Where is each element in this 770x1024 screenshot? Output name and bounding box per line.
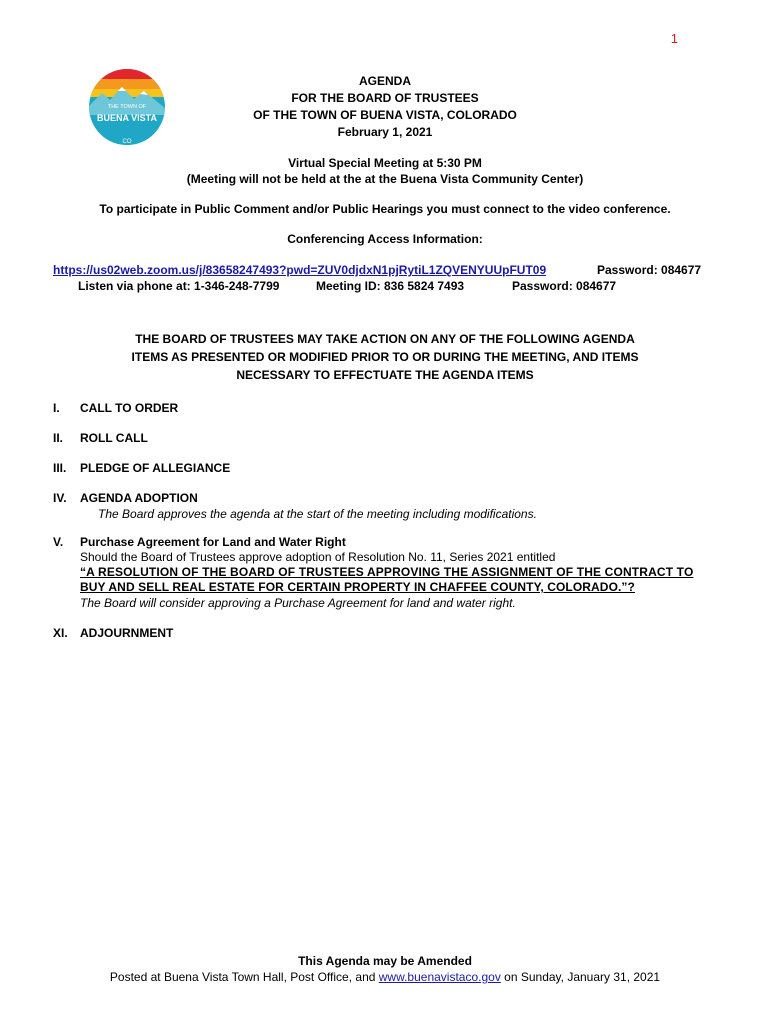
- item-number: IV.: [53, 491, 67, 505]
- logo-state: CO: [122, 139, 132, 145]
- meeting-id: Meeting ID: 836 5824 7493: [316, 279, 465, 293]
- statement-line-1: THE BOARD OF TRUSTEES MAY TAKE ACTION ON ANY OF THE FOLLOWING AGENDA: [135, 332, 635, 346]
- item-text: Should the Board of Trustees approve adoption of Resolution No. 11, Series 2021 entitled: [80, 550, 556, 564]
- item-number: XI.: [53, 626, 68, 640]
- meeting-location-note: (Meeting will not be held at the at the Buena Vista Community Center): [186, 172, 584, 186]
- resolution-title-line-1: “A RESOLUTION OF THE BOARD OF TRUSTEES APPROVING THE ASSIGNMENT OF THE CONTRACT TO: [80, 565, 694, 579]
- item-title: ADJOURNMENT: [80, 626, 174, 640]
- agenda-title: AGENDA: [358, 74, 411, 88]
- board-title: FOR THE BOARD OF TRUSTEES: [291, 91, 479, 105]
- item-title: Purchase Agreement for Land and Water Right: [80, 535, 346, 549]
- item-number: I.: [53, 401, 60, 415]
- statement-line-2: ITEMS AS PRESENTED OR MODIFIED PRIOR TO OR DURING THE MEETING, AND ITEMS: [131, 350, 639, 364]
- conferencing-title: Conferencing Access Information:: [287, 232, 483, 246]
- item-description: The Board approves the agenda at the start of the meeting including modifications.: [98, 507, 537, 521]
- page-number: 1: [670, 31, 678, 46]
- item-number: II.: [53, 431, 64, 445]
- zoom-link[interactable]: https://us02web.zoom.us/j/83658247493?pwd=ZUV0djdxN1pjRytiL1ZQVENYUUpFUT09: [53, 263, 547, 277]
- website-link[interactable]: www.buenavistaco.gov: [378, 970, 501, 984]
- item-description: The Board will consider approving a Purchase Agreement for land and water right.: [80, 596, 516, 610]
- resolution-title-line-2: BUY AND SELL REAL ESTATE FOR CERTAIN PROPERTY IN CHAFFEE COUNTY, COLORADO.”?: [80, 580, 635, 594]
- logo-top-text: THE TOWN OF: [107, 104, 147, 110]
- town-title: OF THE TOWN OF BUENA VISTA, COLORADO: [253, 108, 517, 122]
- amended-note: This Agenda may be Amended: [298, 954, 472, 968]
- item-title: CALL TO ORDER: [80, 401, 179, 415]
- meeting-date: February 1, 2021: [337, 125, 433, 139]
- posted-suffix: on Sunday, January 31, 2021: [500, 970, 661, 984]
- item-title: ROLL CALL: [80, 431, 148, 445]
- item-number: V.: [53, 535, 64, 549]
- posted-prefix: Posted at Buena Vista Town Hall, Post Office, and: [109, 970, 379, 984]
- logo-name: BUENA VISTA: [96, 113, 158, 123]
- zoom-password: Password: 084677: [597, 263, 702, 277]
- statement-line-3: NECESSARY TO EFFECTUATE THE AGENDA ITEMS: [236, 368, 534, 382]
- item-title: PLEDGE OF ALLEGIANCE: [80, 461, 231, 475]
- phone-password: Password: 084677: [512, 279, 617, 293]
- posted-note: [0, 970, 770, 984]
- item-number: III.: [53, 461, 67, 475]
- meeting-type: Virtual Special Meeting at 5:30 PM: [288, 156, 482, 170]
- phone-number: Listen via phone at: 1-346-248-7799: [78, 279, 280, 293]
- participation-note: To participate in Public Comment and/or Public Hearings you must connect to the video conference.: [99, 202, 671, 216]
- item-title: AGENDA ADOPTION: [80, 491, 198, 505]
